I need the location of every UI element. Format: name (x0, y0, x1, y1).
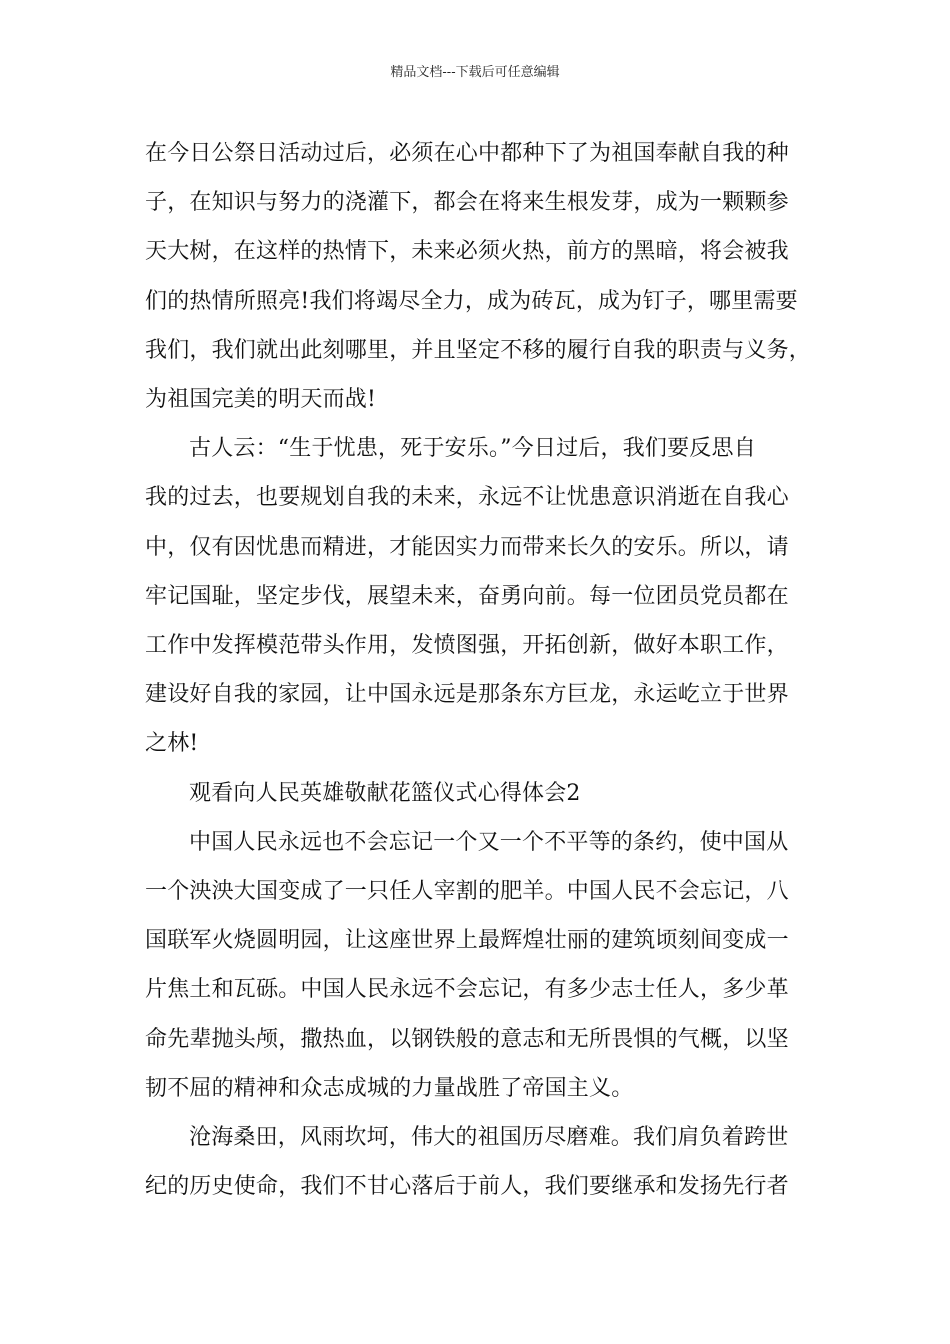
text-line: 沧海桑田，风雨坎坷，伟大的祖国历尽磨难。我们肩负着跨世 (189, 1125, 789, 1151)
text-line: 古人云：“生于忧患，死于安乐。”今日过后，我们要反思自 (189, 436, 756, 462)
text-line: 子，在知识与努力的浇灌下，都会在将来生根发芽，成为一颗颗参 (145, 190, 789, 216)
text-line: 中国人民永远也不会忘记一个又一个不平等的条约，使中国从 (189, 829, 789, 855)
text-line: 天大树，在这样的热情下，未来必须火热，前方的黑暗，将会被我 (145, 239, 789, 265)
text-line: 为祖国完美的明天而战! (145, 387, 377, 413)
text-line: 我们，我们就出此刻哪里，并且坚定不移的履行自我的职责与义务， (145, 337, 812, 363)
text-line: 中，仅有因忧患而精进，才能因实力而带来长久的安乐。所以，请 (145, 534, 789, 560)
paragraph (145, 129, 825, 424)
page-header: 精品文档---下载后可任意编辑 (390, 65, 560, 80)
text-line: 之林! (145, 731, 199, 757)
paragraph (145, 424, 825, 768)
text-line: 片焦土和瓦砾。中国人民永远不会忘记，有多少志士任人，多少革 (145, 977, 789, 1003)
paragraph (145, 818, 825, 1113)
text-line: 观看向人民英雄敬献花篮仪式心得体会2 (189, 780, 581, 806)
text-line: 们的热情所照亮!我们将竭尽全力，成为砖瓦，成为钉子，哪里需要 (145, 288, 798, 314)
document-body (145, 129, 825, 1211)
text-line: 一个泱泱大国变成了一只任人宰割的肥羊。中国人民不会忘记，八 (145, 879, 789, 905)
text-line: 韧不屈的精神和众志成城的力量战胜了帝国主义。 (145, 1075, 634, 1101)
section-title (145, 769, 825, 818)
text-line: 牢记国耻，坚定步伐，展望未来，奋勇向前。每一位团员党员都在 (145, 583, 789, 609)
text-line: 工作中发挥模范带头作用，发愤图强，开拓创新，做好本职工作， (145, 633, 789, 659)
text-line: 建设好自我的家园，让中国永远是那条东方巨龙，永运屹立于世界 (145, 682, 789, 708)
text-line: 命先辈抛头颅，撒热血，以钢铁般的意志和无所畏惧的气概，以坚 (145, 1026, 789, 1052)
text-line: 国联军火烧圆明园，让这座世界上最辉煌壮丽的建筑顷刻间变成一 (145, 928, 789, 954)
text-line: 在今日公祭日活动过后，必须在心中都种下了为祖国奉献自我的种 (145, 141, 789, 166)
paragraph (145, 1113, 825, 1211)
text-line: 我的过去，也要规划自我的未来，永远不让忧患意识消逝在自我心 (145, 485, 789, 511)
text-line: 纪的历史使命，我们不甘心落后于前人，我们要继承和发扬先行者 (145, 1174, 789, 1200)
